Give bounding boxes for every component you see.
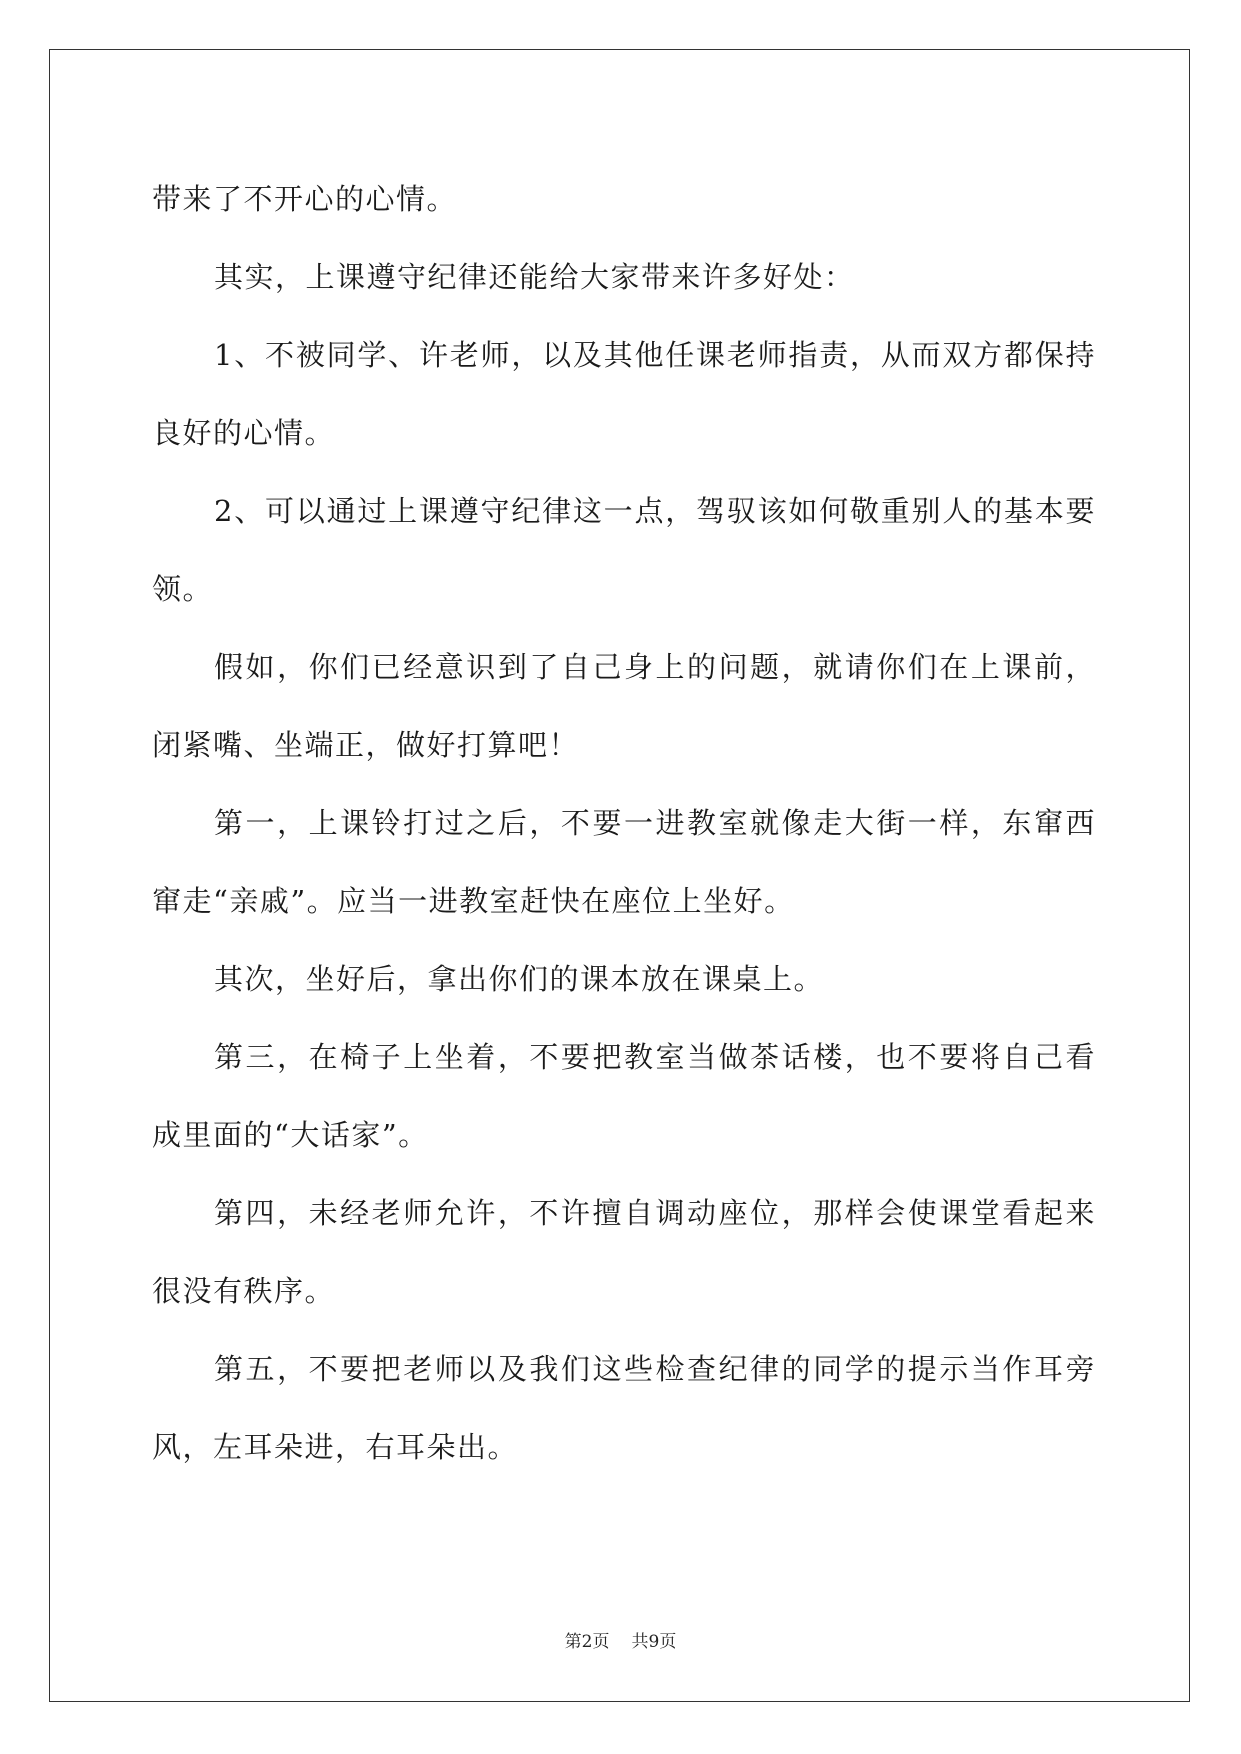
- paragraph: 第一，上课铃打过之后，不要一进教室就像走大街一样，东窜西窜走“亲戚”。应当一进教室赶快在座位上坐好。: [152, 806, 1096, 918]
- paragraph: 第三，在椅子上坐着，不要把教室当做茶话楼，也不要将自己看成里面的“大话家”。: [152, 1040, 1096, 1152]
- document-body: [152, 160, 1096, 1486]
- paragraph: 其次，坐好后，拿出你们的课本放在课桌上。: [214, 962, 825, 996]
- paragraph: 1、不被同学、许老师，以及其他任课老师指责，从而双方都保持良好的心情。: [152, 338, 1096, 450]
- paragraph: 第五，不要把老师以及我们这些检查纪律的同学的提示当作耳旁风，左耳朵进，右耳朵出。: [152, 1352, 1096, 1464]
- paragraph: 带来了不开心的心情。: [152, 182, 458, 216]
- page-total: 共9页: [631, 1632, 677, 1652]
- paragraph: 其实，上课遵守纪律还能给大家带来许多好处：: [214, 260, 855, 294]
- page-number: 第2页: [564, 1632, 610, 1652]
- paragraph: 第四，未经老师允许，不许擅自调动座位，那样会使课堂看起来很没有秩序。: [152, 1196, 1096, 1308]
- paragraph: 2、可以通过上课遵守纪律这一点，驾驭该如何敬重别人的基本要领。: [152, 494, 1096, 606]
- paragraph: 假如，你们已经意识到了自己身上的问题，就请你们在上课前，闭紧嘴、坐端正，做好打算吧！: [152, 650, 1096, 762]
- page-footer: [0, 1630, 1241, 1654]
